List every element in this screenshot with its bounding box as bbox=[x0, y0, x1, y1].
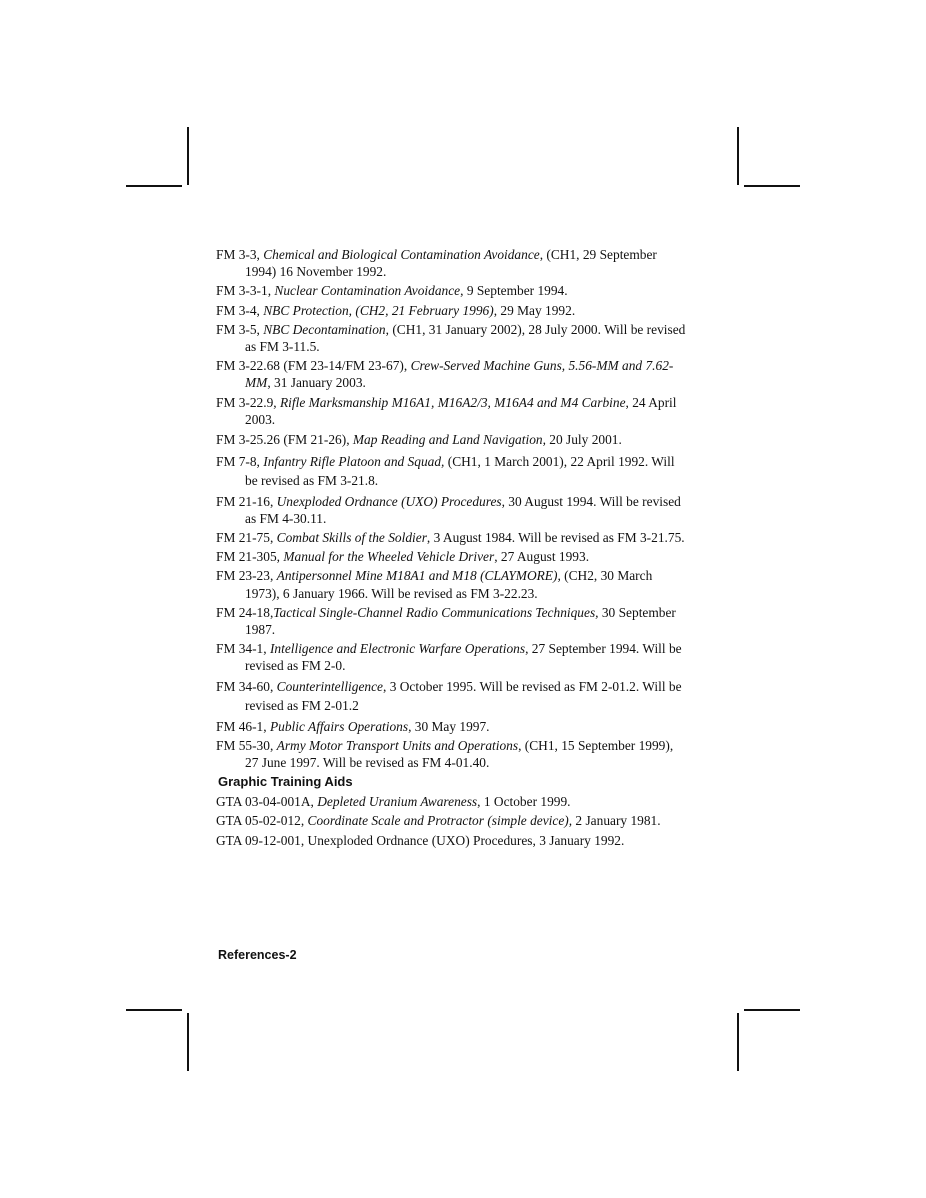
crop-mark-top-left-vertical bbox=[187, 127, 189, 185]
crop-mark-top-left-horizontal bbox=[126, 185, 182, 187]
references-content bbox=[216, 246, 686, 851]
reference-entry: FM 46-1, Public Affairs Operations, 30 May 1997. bbox=[216, 718, 490, 734]
reference-entry: FM 21-75, Combat Skills of the Soldier, 3 August 1984. Will be revised as FM 3-21.75. bbox=[216, 529, 685, 545]
reference-entry: FM 23-23, Antipersonnel Mine M18A1 and M18 (CLAYMORE), (CH2, 30 March 1973), 6 January 1966. Will be revised as FM 3-22.23. bbox=[216, 568, 653, 601]
crop-mark-bottom-left-vertical bbox=[187, 1013, 189, 1071]
reference-entry: FM 21-16, Unexploded Ordnance (UXO) Procedures, 30 August 1994. Will be revised as FM 4-30.11. bbox=[216, 493, 681, 526]
gta-entry: GTA 09-12-001, Unexploded Ordnance (UXO) Procedures, 3 January 1992. bbox=[216, 832, 625, 848]
reference-entry: FM 3-22.68 (FM 23-14/FM 23-67), Crew-Served Machine Guns, 5.56-MM and 7.62-MM, 31 January 2003. bbox=[216, 358, 674, 391]
reference-entry: FM 3-4, NBC Protection, (CH2, 21 February 1996), 29 May 1992. bbox=[216, 302, 576, 318]
reference-entry: FM 24-18,Tactical Single-Channel Radio Communications Techniques, 30 September 1987. bbox=[216, 604, 676, 637]
gta-entry: GTA 03-04-001A, Depleted Uranium Awareness, 1 October 1999. bbox=[216, 794, 571, 810]
fm-reference-list bbox=[216, 246, 686, 771]
crop-mark-bottom-right-vertical bbox=[737, 1013, 739, 1071]
reference-entry: FM 3-3, Chemical and Biological Contamination Avoidance, (CH1, 29 September 1994) 16 November 1992. bbox=[216, 247, 657, 280]
page-footer: References-2 bbox=[218, 948, 297, 962]
reference-entry: FM 3-22.9, Rifle Marksmanship M16A1, M16A2/3, M16A4 and M4 Carbine, 24 April 2003. bbox=[216, 394, 677, 427]
reference-entry: FM 21-305, Manual for the Wheeled Vehicle Driver, 27 August 1993. bbox=[216, 549, 590, 565]
crop-mark-top-right-horizontal bbox=[744, 185, 800, 187]
gta-reference-list bbox=[216, 793, 686, 849]
section-heading-graphic-training-aids: Graphic Training Aids bbox=[218, 774, 353, 790]
reference-entry: FM 34-1, Intelligence and Electronic Warfare Operations, 27 September 1994. Will be revised as FM 2-0. bbox=[216, 641, 682, 674]
crop-mark-top-right-vertical bbox=[737, 127, 739, 185]
reference-entry: FM 55-30, Army Motor Transport Units and Operations, (CH1, 15 September 1999), 27 June 1997. Will be revised as FM 4-01.40. bbox=[216, 737, 674, 770]
reference-entry: FM 34-60, Counterintelligence, 3 October 1995. Will be revised as FM 2-01.2. Will be revised as FM 2-01.2 bbox=[216, 678, 682, 714]
reference-entry: FM 3-25.26 (FM 21-26), Map Reading and Land Navigation, 20 July 2001. bbox=[216, 432, 622, 448]
reference-entry: FM 3-3-1, Nuclear Contamination Avoidance, 9 September 1994. bbox=[216, 283, 568, 299]
gta-entry: GTA 05-02-012, Coordinate Scale and Protractor (simple device), 2 January 1981. bbox=[216, 813, 661, 829]
crop-mark-bottom-left-horizontal bbox=[126, 1009, 182, 1011]
crop-mark-bottom-right-horizontal bbox=[744, 1009, 800, 1011]
reference-entry: FM 7-8, Infantry Rifle Platoon and Squad, (CH1, 1 March 2001), 22 April 1992. Will be revised as FM 3-21.8. bbox=[216, 453, 675, 489]
reference-entry: FM 3-5, NBC Decontamination, (CH1, 31 January 2002), 28 July 2000. Will be revised as FM 3-11.5. bbox=[216, 321, 686, 355]
